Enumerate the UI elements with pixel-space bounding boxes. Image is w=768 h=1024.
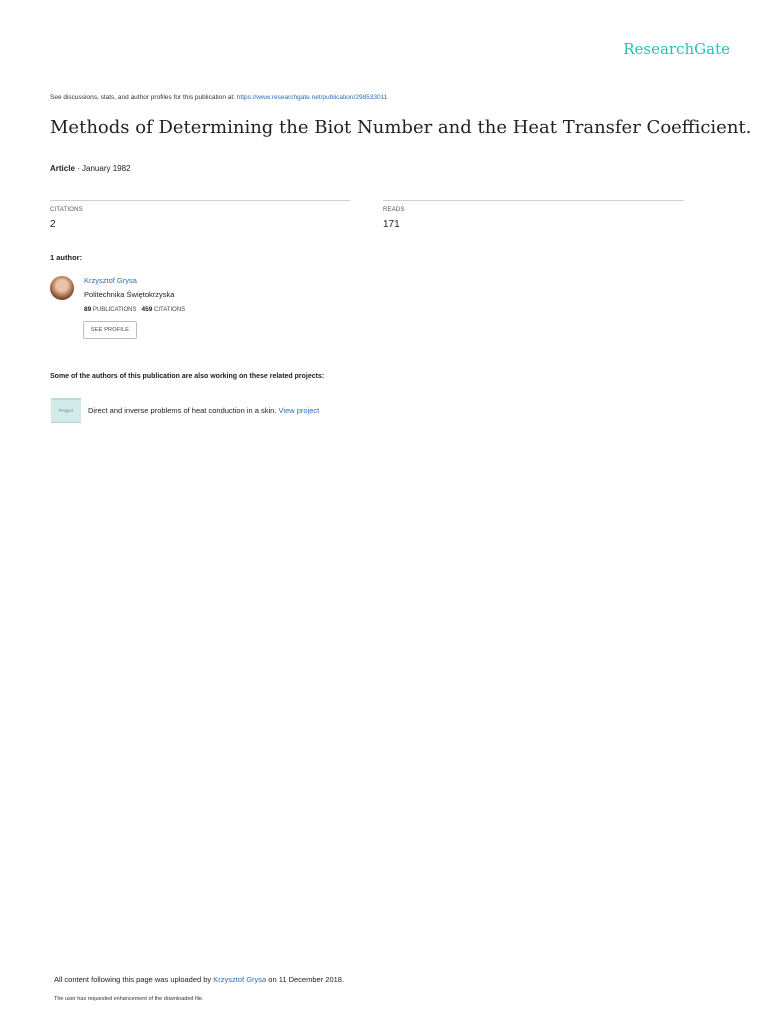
project-item bbox=[88, 406, 319, 415]
publication-url-link[interactable]: https://www.researchgate.net/publication/298533011 bbox=[236, 94, 388, 101]
author-institution: Politechnika Świętokrzyska bbox=[84, 290, 175, 299]
author-publications-count: 89 bbox=[84, 306, 92, 313]
reads-label: READS bbox=[383, 207, 405, 213]
article-type: Article bbox=[50, 164, 75, 173]
reads-divider bbox=[383, 200, 684, 201]
upload-notice bbox=[54, 975, 344, 984]
article-title: Methods of Determining the Biot Number and the Heat Transfer Coefficient. bbox=[50, 117, 752, 138]
upload-prefix: All content following this page was uploaded by bbox=[54, 975, 214, 984]
upload-suffix: on 11 December 2018. bbox=[266, 975, 345, 984]
author-citations-label: CITATIONS bbox=[154, 307, 186, 313]
citations-count: 2 bbox=[50, 219, 56, 230]
article-date: January 1982 bbox=[82, 164, 131, 173]
citations-label: CITATIONS bbox=[50, 207, 83, 213]
see-discussions-text: See discussions, stats, and author profiles for this publication at: bbox=[50, 94, 237, 101]
article-meta bbox=[50, 164, 131, 173]
enhancement-note: The user has requested enhancement of the downloaded file. bbox=[54, 996, 204, 1002]
authors-heading: 1 author: bbox=[50, 253, 83, 262]
researchgate-logo[interactable]: ResearchGate bbox=[623, 40, 730, 58]
see-profile-button[interactable]: SEE PROFILE bbox=[83, 321, 137, 339]
author-citations-count: 459 bbox=[141, 306, 153, 313]
citations-divider bbox=[50, 200, 350, 201]
author-name-link[interactable]: Krzysztof Grysa bbox=[84, 276, 137, 285]
see-discussions-line bbox=[50, 94, 387, 101]
author-avatar[interactable] bbox=[50, 276, 74, 300]
author-publications-label: PUBLICATIONS bbox=[92, 307, 137, 313]
project-description: Direct and inverse problems of heat conduction in a skin. bbox=[88, 406, 277, 415]
project-tag: Project bbox=[51, 398, 81, 422]
related-projects-heading: Some of the authors of this publication are also working on these related projects: bbox=[50, 373, 325, 380]
uploader-link[interactable]: Krzysztof Grysa bbox=[213, 975, 267, 984]
meta-separator: · bbox=[74, 164, 83, 173]
view-project-link[interactable]: View project bbox=[278, 406, 320, 415]
author-stats bbox=[84, 306, 185, 313]
reads-count: 171 bbox=[383, 219, 400, 230]
